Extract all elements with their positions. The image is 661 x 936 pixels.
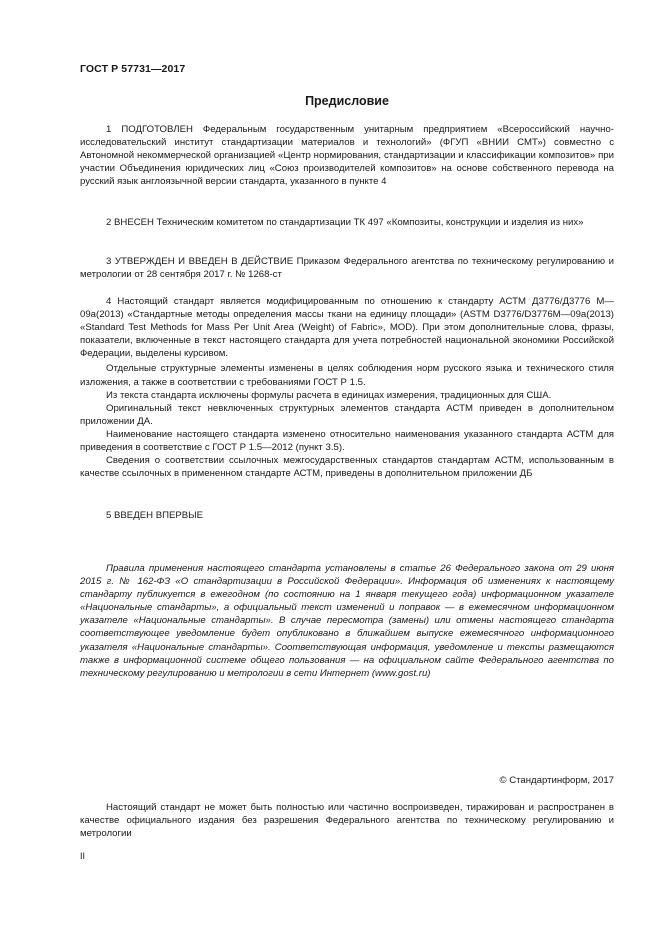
- document-code: ГОСТ Р 57731—2017: [80, 63, 186, 75]
- section-5: [80, 509, 614, 522]
- section-3: [80, 255, 614, 281]
- page-number: II: [80, 851, 86, 861]
- section-4-paragraph: 4 Настоящий стандарт является модифицированным по отношению к стандарту АСТМ Д3776/Д3776 М—09а(2013) «Стандартные методы определения массы ткани на единицу площади» (ASTM D3776/D3776M—09a(2013) «Standard Test Methods for Mass Per Unit Area (Weight) of Fabric», MOD). При этом дополнительные слова, фразы, показатели, включенные в текст настоящего стандарта для учета потребностей национальной экономики Российской Федерации, выделены курсивом.: [80, 296, 614, 360]
- section-4-paragraph: Сведения о соответствии ссылочных межгосударственных стандартов стандартам АСТМ, использованным в качестве ссылочных в примененном стандарте АСТМ, приведены в дополнительном приложении ДБ: [80, 455, 614, 480]
- section-2-text: 2 ВНЕСЕН Техническим комитетом по стандартизации ТК 497 «Композиты, конструкции и изделия из них»: [106, 217, 584, 228]
- reproduction-notice: [80, 801, 614, 840]
- copyright: © Стандартинформ, 2017: [499, 775, 614, 786]
- page-title: Предисловие: [305, 94, 389, 108]
- reproduction-text: Настоящий стандарт не может быть полностью или частично воспроизведен, тиражирован и распространен в качестве официального издания без разрешения Федерального агентства по техническому регулированию и метрологии: [80, 802, 614, 840]
- section-4-paragraph: Оригинальный текст невключенных структурных элементов стандарта АСТМ приведен в дополнительном приложении ДА.: [80, 402, 614, 427]
- section-4-paragraph: Отдельные структурные элементы изменены в целях соблюдения норм русского языка и технического стиля изложения, а также в соответствии с требованиями ГОСТ Р 1.5.: [80, 363, 614, 388]
- section-4-paragraph: Из текста стандарта исключены формулы расчета в единицах измерения, традиционных для США.: [106, 389, 552, 401]
- section-1-text: 1 ПОДГОТОВЛЕН Федеральным государственным унитарным предприятием «Всероссийский научно-исследовательский институт стандартизации материалов и технологий» (ФГУП «ВНИИ СМТ») совместно с Автономной некоммерческой организацией «Центр нормирования, стандартизации и классификации композитов» при участии Объединения юридических лиц «Союз производителей композитов» на основе собственного перевода на русский язык англоязычной версии стандарта, указанного в пункте 4: [80, 124, 614, 188]
- standard-application-notice: [80, 562, 614, 680]
- notice-text: Правила применения настоящего стандарта установлены в статье 26 Федерального закона от 29 июня 2015 г. № 162-ФЗ «О стандартизации в Российской Федерации». Информация об изменениях к настоящему стандарту публикуется в ежегодном (по состоянию на 1 января текущего года) информационном указателе «Национальные стандарты», а официальный текст изменений и поправок — в ежемесячном информационном указателе «Национальные стандарты». В случае пересмотра (замены) или отмены настоящего стандарта соответствующее уведомление будет опубликовано в ближайшем выпуске ежемесячного информационного указателя «Национальные стандарты». Соответствующая информация, уведомление и тексты размещаются также в информационной системе общего пользования — на официальном сайте Федерального агентства по техническому регулированию и метрологии в сети Интернет (www.gost.ru): [80, 563, 614, 679]
- section-3-text: 3 УТВЕРЖДЕН И ВВЕДЕН В ДЕЙСТВИЕ Приказом Федерального агентства по техническому регулированию и метрологии от 28 сентября 2017 г. № 1268-ст: [80, 256, 614, 281]
- section-5-text: 5 ВВЕДЕН ВПЕРВЫЕ: [106, 510, 204, 521]
- section-4-paragraph: Наименование настоящего стандарта изменено относительно наименования указанного стандарта АСТМ для приведения в соответствие с ГОСТ Р 1.5—2012 (пункт 3.5).: [80, 428, 614, 454]
- section-4: [80, 295, 614, 480]
- section-2: [80, 216, 614, 229]
- section-1: [80, 123, 614, 188]
